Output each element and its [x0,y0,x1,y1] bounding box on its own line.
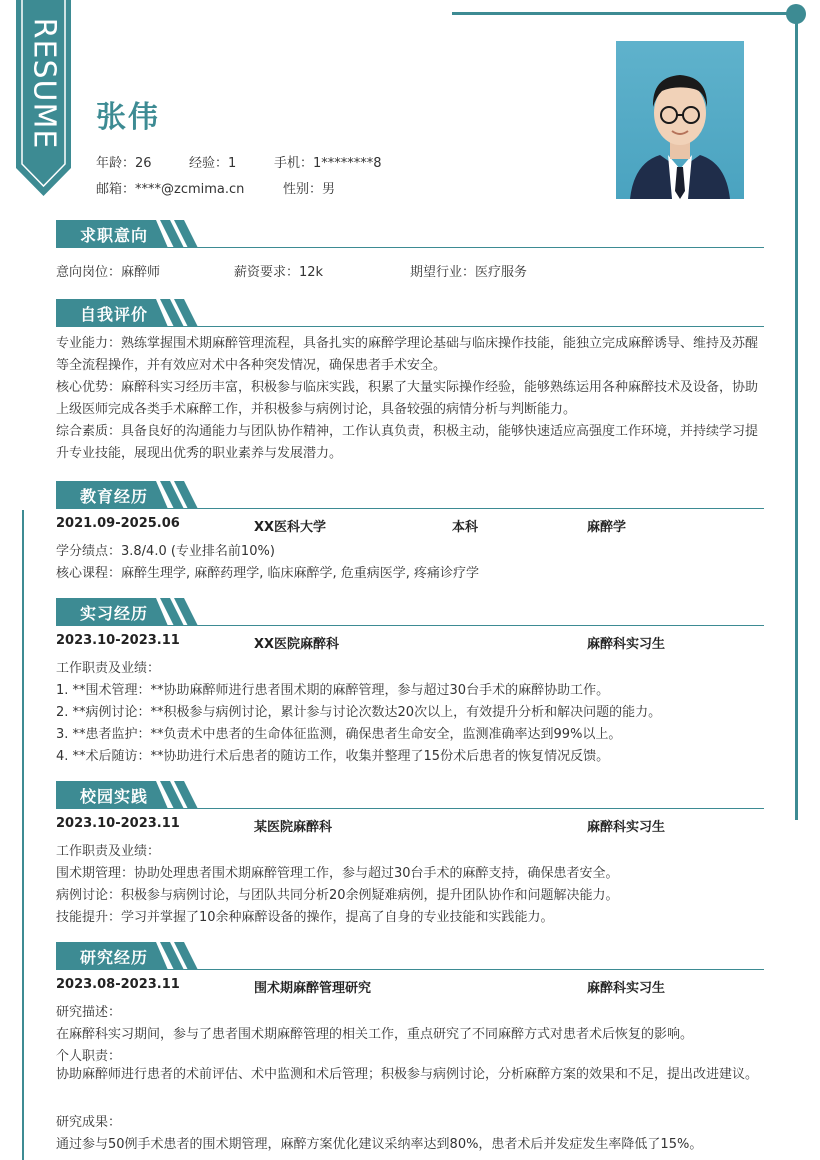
section-title-campus: 校园实践 [80,787,149,806]
research-period: 2023.08-2023.11 [56,977,180,992]
section-header-campus [56,781,764,809]
internship-org: XX医院麻醉科 [254,637,340,652]
education-gpa: 学分绩点：3.8/4.0 (专业排名前10%) [56,544,275,559]
research-desc-label: 研究描述： [56,1005,122,1020]
section-title-internship: 实习经历 [80,604,149,623]
left-decor-line [22,510,24,1160]
intent-row [56,261,527,280]
research-result-label: 研究成果： [56,1115,122,1130]
intent-industry: 期望行业：医疗服务 [410,265,528,280]
intent-salary: 薪资要求：12k [234,265,324,280]
research-role: 麻醉科实习生 [587,981,666,996]
resume-label: RESUME [26,17,62,149]
age-field: 年龄：26 [96,156,152,171]
list-item: 技能提升：学习并掌握了10余种麻醉设备的操作，提高了自身的专业技能和实践能力。 [56,910,554,925]
section-header-research [56,942,764,970]
education-degree: 本科 [452,520,479,535]
list-item: 围术期管理：协助处理患者围术期麻醉管理工作，参与超过30台手术的麻醉支持，确保患者安全。 [56,866,619,881]
section-header-education [56,481,764,509]
candidate-name: 张伟 [96,100,160,135]
education-period: 2021.09-2025.06 [56,516,180,531]
email-field: 邮箱：****@zcmima.cn [96,182,245,197]
research-result: 通过参与50例手术患者的围术期管理，麻醉方案优化建议采纳率达到80%，患者术后并发症发生率降低了15%。 [56,1137,703,1152]
self-eval-quality: 综合素质：具备良好的沟通能力与团队协作精神，工作认真负责，积极主动，能够快速适应高强度工作环境，并持续学习提升专业技能，展现出优秀的职业素养与发展潜力。 [56,424,759,461]
section-title-education: 教育经历 [80,487,149,506]
section-title-research: 研究经历 [80,948,149,967]
internship-duty-label: 工作职责及业绩： [56,661,161,676]
right-decor-line [795,14,798,820]
profile-photo [616,41,744,199]
phone-field: 手机：1********8 [274,156,382,171]
profile-row-1 [96,152,382,171]
list-item: 3. **患者监护：**负责术中患者的生命体征监测，确保患者生命安全，监测准确率达到99%以上。 [56,727,622,742]
education-courses: 核心课程：麻醉生理学, 麻醉药理学, 临床麻醉学, 危重病医学, 疼痛诊疗学 [56,566,480,581]
campus-period: 2023.10-2023.11 [56,816,180,831]
research-topic: 围术期麻醉管理研究 [254,981,372,996]
section-header-internship [56,598,764,626]
section-header-intent [56,220,764,248]
education-school: XX医科大学 [254,520,327,535]
resume-ribbon [16,0,71,196]
research-desc: 在麻醉科实习期间，参与了患者围术期麻醉管理的相关工作，重点研究了不同麻醉方式对患者术后恢复的影响。 [56,1027,694,1042]
campus-duty-label: 工作职责及业绩： [56,844,161,859]
section-header-self-eval [56,299,764,327]
internship-role: 麻醉科实习生 [587,637,666,652]
gender-field: 性别：男 [283,182,336,197]
self-eval-strength: 核心优势：麻醉科实习经历丰富，积极参与临床实践，积累了大量实际操作经验，能够熟练运用各种麻醉技术及设备，协助上级医师完成各类手术麻醉工作，并积极参与病例讨论，具备较强的病情分析与判断能力。 [56,380,759,417]
section-title-intent: 求职意向 [80,226,149,245]
education-major: 麻醉学 [587,520,627,535]
experience-field: 经验：1 [189,156,237,171]
list-item: 1. **围术管理：**协助麻醉师进行患者围术期的麻醉管理，参与超过30台手术的麻醉协助工作。 [56,683,610,698]
self-eval-professional: 专业能力：熟练掌握围术期麻醉管理流程，具备扎实的麻醉学理论基础与临床操作技能，能独立完成麻醉诱导、维持及苏醒等全流程操作，并有效应对术中各种突发情况，确保患者手术安全。 [56,336,759,373]
campus-org: 某医院麻醉科 [254,820,333,835]
section-title-self-eval: 自我评价 [80,305,149,324]
campus-role: 麻醉科实习生 [587,820,666,835]
list-item: 2. **病例讨论：**积极参与病例讨论，累计参与讨论次数达20次以上，有效提升分析和解决问题的能力。 [56,705,662,720]
research-duty: 协助麻醉师进行患者的术前评估、术中监测和术后管理；积极参与病例讨论，分析麻醉方案的效果和不足，提出改进建议。 [56,1067,759,1082]
internship-period: 2023.10-2023.11 [56,633,180,648]
intent-position: 意向岗位：麻醉师 [56,265,161,280]
list-item: 4. **术后随访：**协助进行术后患者的随访工作，收集并整理了15份术后患者的恢复情况反馈。 [56,749,610,764]
top-decor-line [452,12,796,15]
research-duty-label: 个人职责： [56,1049,122,1064]
list-item: 病例讨论：积极参与病例讨论，与团队共同分析20余例疑难病例，提升团队协作和问题解决能力。 [56,888,619,903]
profile-row-2 [96,178,335,197]
